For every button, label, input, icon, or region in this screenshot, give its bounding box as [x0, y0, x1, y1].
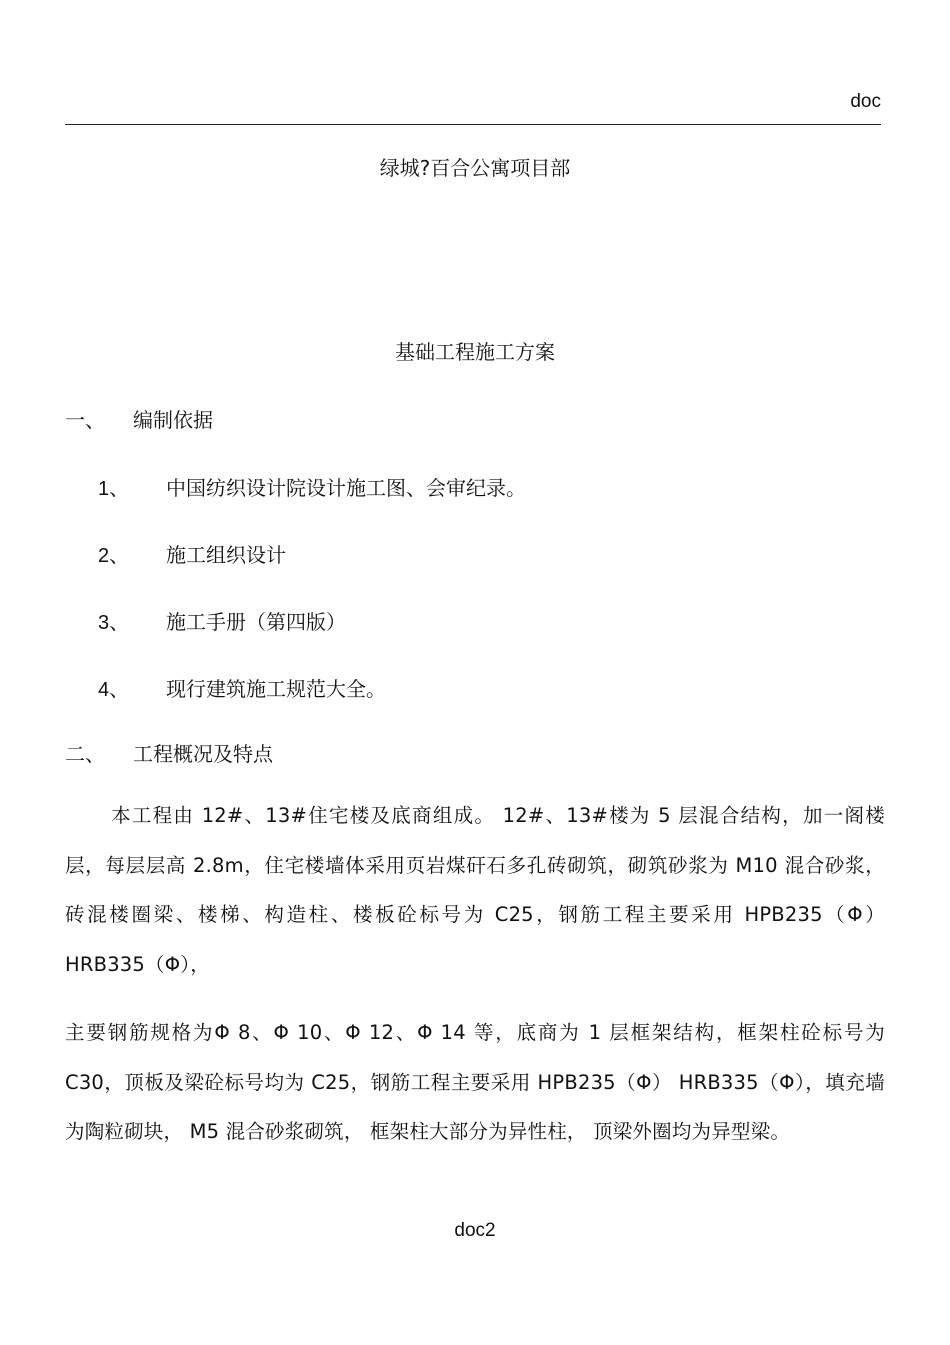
list-item	[98, 673, 386, 702]
section-heading-1	[65, 404, 213, 433]
header-label: doc	[850, 91, 881, 112]
section-number: 一、	[65, 408, 105, 432]
item-text: 施工组织设计	[166, 543, 286, 567]
list-item	[98, 539, 286, 568]
section-number: 二、	[65, 742, 105, 766]
org-line: 绿城?百合公寓项目部	[379, 156, 571, 180]
item-number: 1、	[98, 478, 130, 500]
overview-paragraph-1	[65, 791, 885, 989]
item-text: 中国纺织设计院设计施工图、会审纪录。	[166, 476, 526, 500]
item-text: 现行建筑施工规范大全。	[166, 677, 386, 701]
paragraph-text: 主要钢筋规格为Φ 8、Φ 10、Φ 12、Φ 14 等，底商为 1 层框架结构，框架柱砼标号为 C30，顶板及梁砼标号均为 C25，钢筋工程主要采用 HPB235（Φ） HRB335（Φ），填充墙为陶粒砌块， M5 混合砂浆砌筑， 框架柱大部分为异性柱， 顶梁外圈均为异型梁。	[65, 1021, 885, 1143]
item-number: 2、	[98, 545, 130, 567]
section-title: 编制依据	[133, 408, 213, 432]
header-divider	[65, 124, 881, 125]
item-text: 施工手册（第四版）	[166, 610, 346, 634]
section-heading-2	[65, 738, 273, 767]
item-number: 3、	[98, 612, 130, 634]
paragraph-text: 本工程由 12#、13#住宅楼及底商组成。 12#、13#楼为 5 层混合结构，加一阁楼层，每层层高 2.8m，住宅楼墙体采用页岩煤矸石多孔砖砌筑，砌筑砂浆为 M10 混合砂浆，砖混楼圈梁、楼梯、构造柱、楼板砼标号为 C25，钢筋工程主要采用 HPB235（Φ） HRB335（Φ），	[65, 804, 885, 976]
item-number: 4、	[98, 679, 130, 701]
footer-label: doc2	[454, 1220, 496, 1241]
overview-paragraph-2	[65, 1008, 885, 1157]
document-title: 基础工程施工方案	[395, 340, 555, 364]
list-item	[98, 606, 346, 635]
list-item	[98, 472, 526, 501]
section-title: 工程概况及特点	[133, 742, 273, 766]
